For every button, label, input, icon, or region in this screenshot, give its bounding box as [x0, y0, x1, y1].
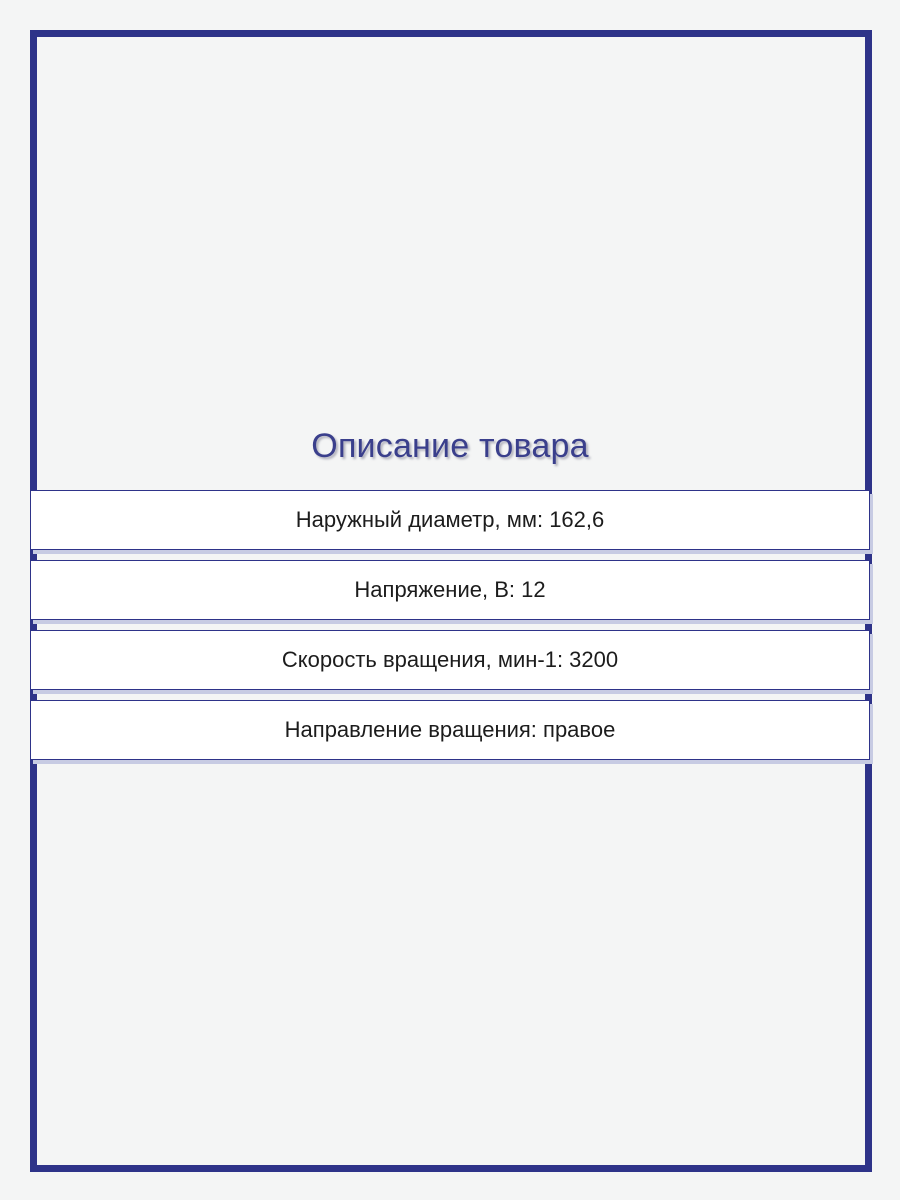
spec-text: Направление вращения: правое: [284, 717, 616, 742]
spec-item-rotation-direction: [30, 700, 870, 760]
section-title: Описание товара: [311, 427, 589, 465]
spec-item-outer-diameter: [30, 490, 870, 550]
spec-text: Напряжение, В: 12: [354, 577, 546, 602]
spec-list: [30, 490, 872, 770]
spec-text: Скорость вращения, мин-1: 3200: [281, 647, 619, 672]
spec-item-voltage: [30, 560, 870, 620]
spec-item-rotation-speed: [30, 630, 870, 690]
spec-text: Наружный диаметр, мм: 162,6: [295, 507, 605, 532]
